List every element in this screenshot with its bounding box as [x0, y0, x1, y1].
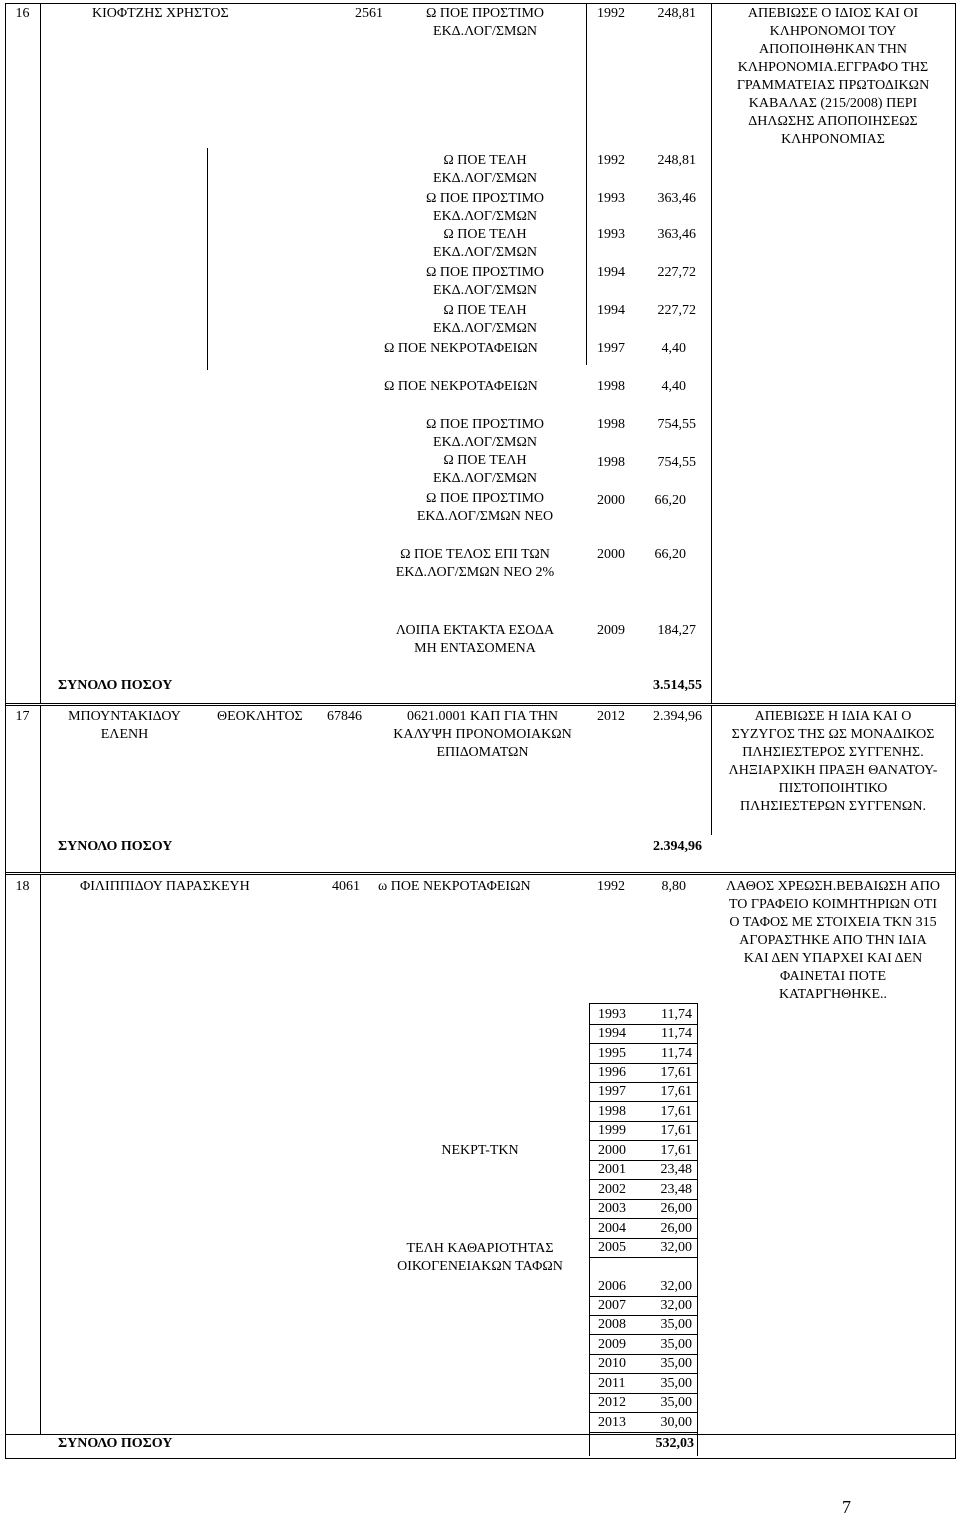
item-cause: Ω ΠΟΕ ΤΕΛΗ	[443, 153, 527, 168]
cause-2: ΝΕΚΡΤ-ΤΚΝ	[441, 1143, 519, 1158]
list-amount: 35,00	[660, 1337, 692, 1352]
list-year: 1994	[598, 1026, 626, 1041]
item-year: 2000	[597, 493, 625, 508]
item-amount: 754,55	[657, 417, 696, 432]
remark-line: ΣΥΖΥΓΟΣ ΤΗΣ ΩΣ ΜΟΝΑΔΙΚΟΣ	[731, 727, 935, 742]
cause-line-1: Ω ΠΟΕ ΠΡΟΣΤΙΜΟ	[425, 6, 545, 21]
list-amount: 32,00	[660, 1298, 692, 1313]
debtor-code: 2561	[355, 6, 383, 21]
item-amount: 248,81	[657, 153, 696, 168]
item-cause: Ω ΠΟΕ ΤΕΛΗ	[443, 453, 527, 468]
list-year: 2007	[598, 1298, 626, 1313]
remark-line: ΚΑΤΑΡΓΗΘΗΚΕ..	[778, 987, 888, 1002]
cause-line: ΕΠΙΔΟΜΑΤΩΝ	[436, 745, 529, 760]
list-year: 2001	[598, 1162, 626, 1177]
list-amount: 23,48	[660, 1182, 692, 1197]
list-year: 1998	[598, 1104, 626, 1119]
remark-line: ΑΓΟΡΑΣΤΗΚΕ ΑΠΟ ΤΗΝ ΙΔΙΑ	[739, 933, 927, 948]
list-year: 2012	[598, 1395, 626, 1410]
remark-line: ΛΑΘΟΣ ΧΡΕΩΣΗ.ΒΕΒΑΙΩΣΗ ΑΠΟ	[726, 879, 940, 894]
item-amount: 66,20	[654, 493, 686, 508]
cause: ω ΠΟΕ ΝΕΚΡΟΤΑΦΕΙΩΝ	[378, 879, 531, 894]
list-row-border	[589, 1412, 697, 1413]
item-cause: ΕΚΔ.ΛΟΓ/ΣΜΩΝ	[433, 435, 537, 450]
item-amount: 754,55	[657, 455, 696, 470]
item-amount: 227,72	[657, 303, 696, 318]
remark-line: ΚΑΒΑΛΑΣ (215/2008) ΠΕΡΙ	[748, 96, 918, 111]
item-cause: Ω ΠΟΕ ΤΕΛΗ	[443, 227, 527, 242]
page-number: 7	[842, 1497, 851, 1517]
list-amount: 30,00	[660, 1415, 692, 1430]
item-cause: Ω ΠΟΕ ΝΕΚΡΟΤΑΦΕΙΩΝ	[384, 379, 538, 394]
list-row-border	[589, 1101, 697, 1102]
list-amount: 35,00	[660, 1356, 692, 1371]
remark-line: ΤΟ ΓΡΑΦΕΙΟ ΚΟΙΜΗΤΗΡΙΩΝ ΟΤΙ	[728, 897, 938, 912]
item-year: 1994	[597, 303, 625, 318]
list-row-border	[589, 1257, 697, 1258]
item-amount: 4,40	[661, 379, 686, 394]
list-amount: 11,74	[661, 1026, 692, 1041]
remark-line: ΓΡΑΜΜΑΤΕΙΑΣ ΠΡΩΤΟΔΙΚΩΝ	[736, 78, 930, 93]
item-amount: 184,27	[657, 623, 696, 638]
remark-line: Ο ΤΑΦΟΣ ΜΕ ΣΤΟΙΧΕΙΑ ΤΚΝ 315	[729, 915, 937, 930]
item-cause: Ω ΠΟΕ ΠΡΟΣΤΙΜΟ	[425, 417, 545, 432]
list-year: 1999	[598, 1123, 626, 1138]
list-row-border	[589, 1373, 697, 1374]
remark-line: ΚΑΙ ΔΕΝ ΥΠΑΡΧΕΙ ΚΑΙ ΔΕΝ	[743, 951, 923, 966]
item-amount: 363,46	[657, 227, 696, 242]
list-amount: 23,48	[660, 1162, 692, 1177]
item-cause: Ω ΠΟΕ ΠΡΟΣΤΙΜΟ	[425, 191, 545, 206]
list-year: 2003	[598, 1201, 626, 1216]
amount: 8,80	[661, 879, 686, 894]
debtor-name: ΜΠΟΥΝΤΑΚΙΔΟΥ	[68, 709, 181, 724]
list-amount: 17,61	[660, 1104, 692, 1119]
remark-line: ΚΛΗΡΟΝΟΜΙΑΣ	[781, 132, 885, 147]
total-label: ΣΥΝΟΛΟ ΠΟΣΟΥ	[58, 839, 173, 854]
cause-line: ΚΑΛΥΨΗ ΠΡΟΝΟΜΟΙΑΚΩΝ	[393, 727, 572, 742]
item-cause: Ω ΠΟΕ ΤΕΛΟΣ ΕΠΙ ΤΩΝ	[400, 547, 550, 562]
debtor-name: ΕΛΕΝΗ	[100, 727, 149, 742]
item-cause: Ω ΠΟΕ ΠΡΟΣΤΙΜΟ	[425, 265, 545, 280]
list-amount: 17,61	[660, 1084, 692, 1099]
cause-line: 0621.0001 ΚΑΠ ΓΙΑ ΤΗΝ	[407, 709, 558, 724]
year: 2012	[597, 709, 625, 724]
remark-line: ΚΛΗΡΟΝΟΜΟΙ ΤΟΥ	[769, 24, 897, 39]
list-year: 1995	[598, 1046, 626, 1061]
list-amount: 17,61	[660, 1123, 692, 1138]
item-year: 1998	[597, 417, 625, 432]
list-amount: 35,00	[660, 1376, 692, 1391]
item-year: 2009	[597, 623, 625, 638]
remark-line: ΚΛΗΡΟΝΟΜΙΑ.ΕΓΓΡΑΦΟ ΤΗΣ	[737, 60, 929, 75]
remark-line: ΛΗΞΙΑΡΧΙΚΗ ΠΡΑΞΗ ΘΑΝΑΤΟΥ-	[728, 763, 938, 778]
list-year: 2013	[598, 1415, 626, 1430]
total-label: ΣΥΝΟΛΟ ΠΟΣΟΥ	[58, 1436, 173, 1451]
remark-line: ΦΑΙΝΕΤΑΙ ΠΟΤΕ	[779, 969, 887, 984]
item-amount: 4,40	[661, 341, 686, 356]
total-amount: 2.394,96	[653, 839, 702, 854]
remark-line: ΑΠΟΠΟΙΗΘΗΚΑΝ ΤΗΝ	[759, 42, 907, 57]
list-year: 2005	[598, 1240, 626, 1255]
row-number: 16	[15, 6, 30, 21]
list-year: 2008	[598, 1317, 626, 1332]
debtor-code: 67846	[327, 709, 362, 724]
list-amount: 26,00	[660, 1201, 692, 1216]
debtor-name: ΚΙΟΦΤΖΗΣ ΧΡΗΣΤΟΣ	[92, 6, 229, 21]
list-amount: 11,74	[661, 1046, 692, 1061]
cause-line-2: ΕΚΔ.ΛΟΓ/ΣΜΩΝ	[433, 24, 537, 39]
list-year: 2000	[598, 1143, 626, 1158]
list-amount: 32,00	[660, 1279, 692, 1294]
cause-3: ΤΕΛΗ ΚΑΘΑΡΙΟΤΗΤΑΣ	[406, 1241, 554, 1256]
item-cause: ΕΚΔ.ΛΟΓ/ΣΜΩΝ	[433, 171, 537, 186]
total-amount: 3.514,55	[653, 678, 702, 693]
remark-line: ΔΗΛΩΣΗΣ ΑΠΟΠΟΙΗΣΕΩΣ	[748, 114, 918, 129]
list-year: 2009	[598, 1337, 626, 1352]
year: 1992	[597, 6, 625, 21]
list-amount: 11,74	[661, 1007, 692, 1022]
remark-line: ΠΛΗΣΙΕΣΤΕΡΩΝ ΣΥΓΓΕΝΩΝ.	[740, 799, 926, 814]
remark-line: ΑΠΕΒΙΩΣΕ Η ΙΔΙΑ ΚΑΙ Ο	[754, 709, 912, 724]
item-year: 1994	[597, 265, 625, 280]
list-row-border	[589, 1043, 697, 1044]
item-cause: ΛΟΙΠΑ ΕΚΤΑΚΤΑ ΕΣΟΔΑ	[395, 623, 555, 638]
item-amount: 363,46	[657, 191, 696, 206]
item-year: 1992	[597, 153, 625, 168]
item-year: 1993	[597, 227, 625, 242]
father-name: ΘΕΟΚΛΗΤΟΣ	[217, 709, 303, 724]
list-amount: 17,61	[660, 1065, 692, 1080]
list-year: 2004	[598, 1221, 626, 1236]
item-cause: ΕΚΔ.ΛΟΓ/ΣΜΩΝ	[433, 245, 537, 260]
cause-3: ΟΙΚΟΓΕΝΕΙΑΚΩΝ ΤΑΦΩΝ	[397, 1259, 563, 1274]
list-row-border	[589, 1140, 697, 1141]
amount: 2.394,96	[653, 709, 702, 724]
list-row-border	[589, 1218, 697, 1219]
year: 1992	[597, 879, 625, 894]
list-row-border	[589, 1334, 697, 1335]
item-cause: Ω ΠΟΕ ΤΕΛΗ	[443, 303, 527, 318]
item-cause: Ω ΠΟΕ ΝΕΚΡΟΤΑΦΕΙΩΝ	[384, 341, 538, 356]
list-amount: 17,61	[660, 1143, 692, 1158]
list-year: 1993	[598, 1007, 626, 1022]
row-number: 17	[15, 709, 30, 724]
list-amount: 35,00	[660, 1317, 692, 1332]
amount: 248,81	[657, 6, 696, 21]
item-amount: 66,20	[654, 547, 686, 562]
item-cause: ΜΗ ΕΝΤΑΣΟΜΕΝΑ	[414, 641, 536, 656]
item-year: 1993	[597, 191, 625, 206]
item-cause: ΕΚΔ.ΛΟΓ/ΣΜΩΝ ΝΕΟ 2%	[395, 565, 555, 580]
item-cause: Ω ΠΟΕ ΠΡΟΣΤΙΜΟ	[425, 491, 545, 506]
remark-line: ΠΛΗΣΙΕΣΤΕΡΟΣ ΣΥΓΓΕΝΗΣ.	[742, 745, 924, 760]
list-year: 1996	[598, 1065, 626, 1080]
item-year: 1998	[597, 379, 625, 394]
row-number: 18	[15, 879, 30, 894]
list-year: 1997	[598, 1084, 626, 1099]
list-row-border	[589, 1432, 697, 1433]
list-year: 2010	[598, 1356, 626, 1371]
debtor-name: ΦΙΛΙΠΠΙΔΟΥ ΠΑΡΑΣΚΕΥΗ	[80, 879, 250, 894]
list-row-border	[589, 1179, 697, 1180]
list-year: 2002	[598, 1182, 626, 1197]
list-amount: 35,00	[660, 1395, 692, 1410]
list-year: 2011	[598, 1376, 626, 1391]
item-cause: ΕΚΔ.ΛΟΓ/ΣΜΩΝ	[433, 283, 537, 298]
total-label: ΣΥΝΟΛΟ ΠΟΣΟΥ	[58, 678, 173, 693]
item-year: 2000	[597, 547, 625, 562]
item-cause: ΕΚΔ.ΛΟΓ/ΣΜΩΝ	[433, 209, 537, 224]
item-year: 1998	[597, 455, 625, 470]
item-cause: ΕΚΔ.ΛΟΓ/ΣΜΩΝ	[433, 321, 537, 336]
list-amount: 26,00	[660, 1221, 692, 1236]
total-amount: 532,03	[655, 1436, 694, 1451]
debtor-code: 4061	[332, 879, 360, 894]
remark-line: ΑΠΕΒΙΩΣΕ Ο ΙΔΙΟΣ ΚΑΙ ΟΙ	[747, 6, 919, 21]
list-amount: 32,00	[660, 1240, 692, 1255]
item-year: 1997	[597, 341, 625, 356]
item-amount: 227,72	[657, 265, 696, 280]
list-year: 2006	[598, 1279, 626, 1294]
item-cause: ΕΚΔ.ΛΟΓ/ΣΜΩΝ	[433, 471, 537, 486]
remark-line: ΠΙΣΤΟΠΟΙΗΤΙΚΟ	[778, 781, 888, 796]
item-cause: ΕΚΔ.ΛΟΓ/ΣΜΩΝ ΝΕΟ	[416, 509, 554, 524]
